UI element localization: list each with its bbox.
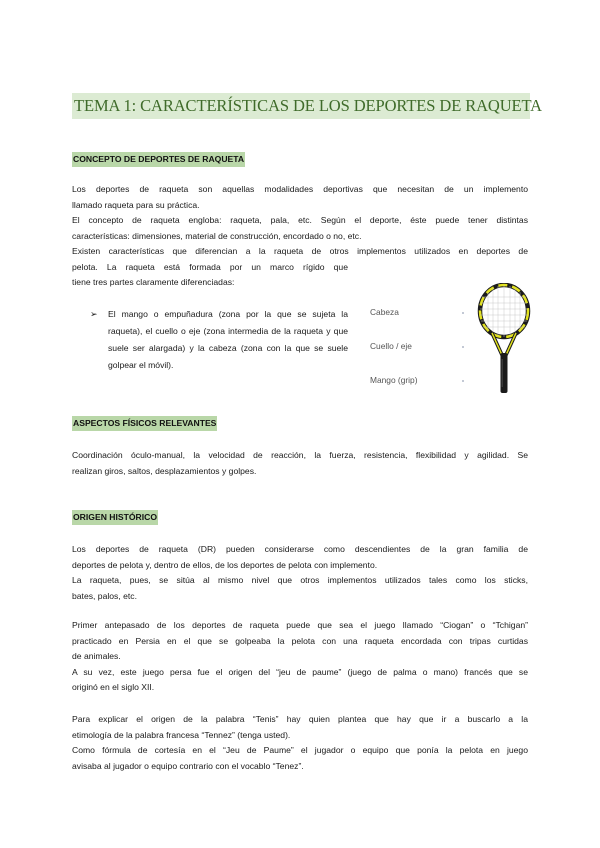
text-line: El concepto de raqueta engloba: raqueta, pala, etc. Según el deporte, éste puede tener distintas <box>72 215 528 225</box>
text-line: de animales. <box>72 651 121 661</box>
section-heading-aspectos: ASPECTOS FÍSICOS RELEVANTES <box>72 416 217 431</box>
text-line: etimología de la palabra francesa “Tennez” (tenga usted). <box>72 729 291 740</box>
pointer-dot <box>462 346 464 348</box>
bullet-arrow-icon: ➢ <box>90 309 98 319</box>
text-line: realizan giros, saltos, desplazamientos y golpes. <box>72 465 257 476</box>
text-line: pelota. La raqueta está formada por un marco rígido que <box>72 261 348 272</box>
racket-parts-bullet: El mango o empuñadura (zona por la que se sujeta la raqueta), el cuello o eje (zona intermedia de la raqueta y que suele ser alargada) y la cabeza (zona con la que se suele golpear el móvil). <box>108 309 348 370</box>
text-line: Coordinación óculo-manual, la velocidad de reacción, la fuerza, resistencia, flexibilidad y agilidad. Se <box>72 450 528 460</box>
text-line: Existen características que diferencian a la raqueta de otros implementos utilizados en deportes de <box>72 246 528 256</box>
text-line: Los deportes de raqueta (DR) pueden considerarse como descendientes de la gran familia de <box>72 544 528 554</box>
text-line: bates, palos, etc. <box>72 590 137 601</box>
text-line: Primer antepasado de los deportes de raqueta puede que sea el juego llamado “Ciogan” o “Tchigan” <box>72 620 528 630</box>
origen-paragraph-3 <box>72 712 528 774</box>
text-line: Como fórmula de cortesía en el “Jeu de Paume” el jugador o equipo que ponía la pelota en juego <box>72 745 528 755</box>
racket-label-neck: Cuello / eje <box>370 341 412 351</box>
concepto-paragraph <box>72 182 528 291</box>
section-heading-concepto: CONCEPTO DE DEPORTES DE RAQUETA <box>72 152 245 167</box>
text-line: La raqueta, pues, se sitúa al mismo nivel que otros implementos utilizados tales como los sticks, <box>72 575 528 585</box>
racket-label-grip: Mango (grip) <box>370 375 418 385</box>
racket-label-head: Cabeza <box>370 307 399 317</box>
text-line: originó en el siglo XII. <box>72 682 155 692</box>
pointer-dot <box>462 312 464 314</box>
text-line: practicado en Persia en el que se golpeaba la pelota con una raqueta encordada con tripas curtidas <box>72 635 528 646</box>
text-line: deportes de pelota y, dentro de ellos, de los deportes de pelota con implemento. <box>72 559 378 570</box>
text-line: características: dimensiones, material de construcción, encordado o no, etc. <box>72 230 362 241</box>
origen-paragraph-1 <box>72 542 528 604</box>
text-line: avisaba al jugador o equipo contrario con el vocablo “Tenez”. <box>72 760 304 771</box>
text-line: Los deportes de raqueta son aquellas modalidades deportivas que necesitan de un implemento <box>72 184 528 194</box>
pointer-dot <box>462 380 464 382</box>
text-line: Para explicar el origen de la palabra “Tenis” hay quien plantea que hay que ir a buscarlo a la <box>72 714 528 724</box>
section-heading-origen: ORIGEN HISTÓRICO <box>72 510 158 525</box>
aspectos-paragraph <box>72 448 528 479</box>
origen-paragraph-2 <box>72 618 528 696</box>
text-line: llamado raqueta para su práctica. <box>72 199 200 210</box>
text-line: tiene tres partes claramente diferenciadas: <box>72 277 235 287</box>
page-title: TEMA 1: CARACTERÍSTICAS DE LOS DEPORTES DE RAQUETA <box>72 93 530 119</box>
text-line: A su vez, este juego persa fue el origen del “jeu de paume” (juego de palma o mano) francés que se <box>72 666 528 677</box>
tennis-racket-image <box>474 283 534 395</box>
